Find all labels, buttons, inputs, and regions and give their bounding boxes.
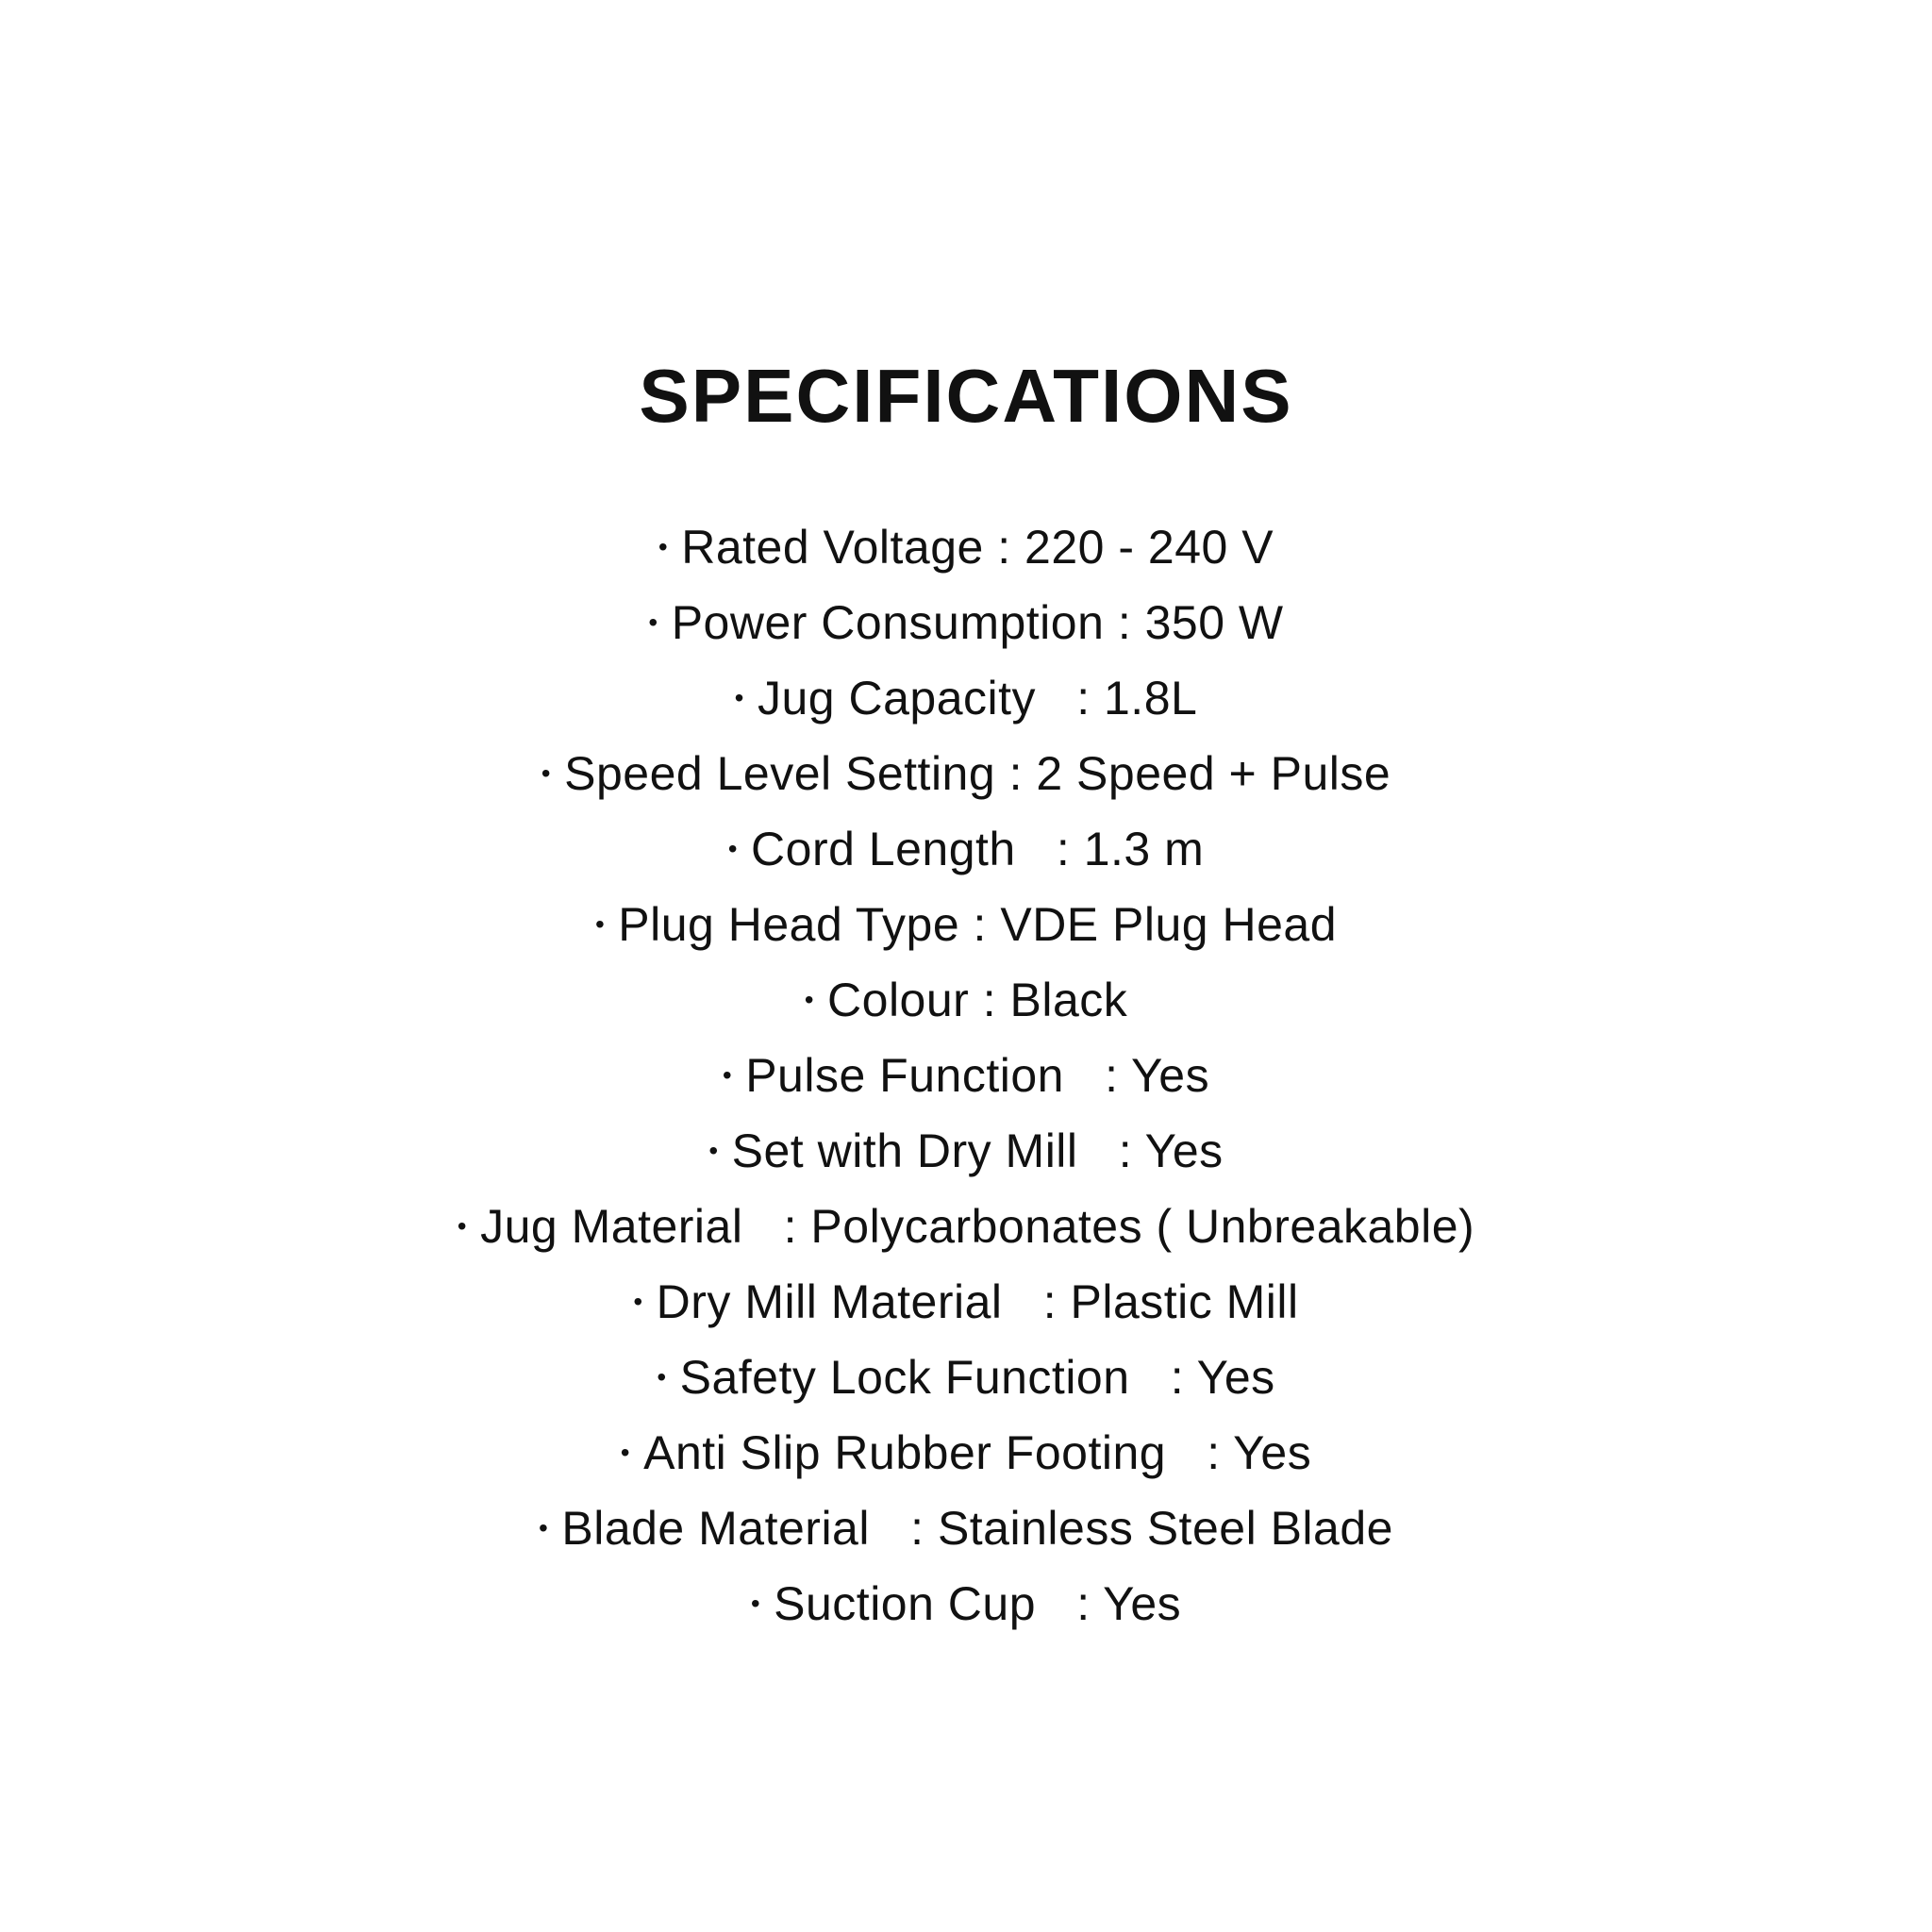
page-title: SPECIFICATIONS <box>639 353 1293 438</box>
spec-item-speed-level-setting <box>0 736 1932 811</box>
spec-separator: : <box>1029 1275 1071 1328</box>
bullet-icon: • <box>539 1513 549 1542</box>
spec-separator: : <box>1157 1351 1197 1404</box>
spec-item-cord-length <box>0 811 1932 887</box>
spec-item-jug-capacity <box>0 660 1932 736</box>
spec-separator: : <box>1062 1577 1104 1630</box>
bullet-icon: • <box>594 909 606 939</box>
spec-label: Suction Cup <box>774 1577 1063 1630</box>
bullet-icon: • <box>541 758 552 788</box>
spec-label: Jug Material <box>480 1200 771 1253</box>
spec-item-rated-voltage <box>0 509 1932 585</box>
bullet-icon: • <box>658 532 669 561</box>
bullet-icon: • <box>648 608 658 637</box>
spec-label: Colour <box>827 974 970 1026</box>
spec-separator: : <box>959 898 1001 951</box>
spec-label: Safety Lock Function <box>679 1351 1158 1404</box>
spec-value: Yes <box>1196 1351 1275 1404</box>
spec-separator: : <box>1062 672 1104 724</box>
spec-list <box>0 509 1932 1641</box>
spec-separator: : <box>983 521 1025 574</box>
spec-item-set-with-dry-mill <box>0 1113 1932 1189</box>
spec-item-dry-mill-material <box>0 1264 1932 1340</box>
bullet-icon: • <box>633 1287 643 1316</box>
spec-value: Yes <box>1103 1577 1182 1630</box>
spec-item-jug-material <box>0 1189 1932 1264</box>
spec-separator: : <box>1042 823 1084 875</box>
spec-label: Dry Mill Material <box>656 1275 1030 1328</box>
spec-label: Jug Capacity <box>757 672 1063 724</box>
spec-value: Stainless Steel Blade <box>937 1502 1393 1555</box>
bullet-icon: • <box>804 985 815 1014</box>
spec-separator: : <box>1091 1049 1132 1102</box>
spec-label: Rated Voltage <box>681 521 984 574</box>
spec-value: 1.8L <box>1104 672 1198 724</box>
spec-value: Yes <box>1233 1426 1312 1479</box>
spec-value: Plastic Mill <box>1070 1275 1299 1328</box>
bullet-icon: • <box>727 834 739 863</box>
spec-label: Cord Length <box>751 823 1043 875</box>
spec-separator: : <box>896 1502 938 1555</box>
bullet-icon: • <box>657 1362 667 1391</box>
bullet-icon: • <box>457 1211 468 1241</box>
spec-label: Plug Head Type <box>618 898 960 951</box>
spec-label: Set with Dry Mill <box>731 1124 1106 1177</box>
spec-separator: : <box>1105 1124 1145 1177</box>
spec-value: 2 Speed + Pulse <box>1036 747 1391 800</box>
spec-item-pulse-function <box>0 1038 1932 1113</box>
spec-label: Anti Slip Rubber Footing <box>643 1426 1193 1479</box>
spec-label: Pulse Function <box>745 1049 1091 1102</box>
spec-value: VDE Plug Head <box>1000 898 1338 951</box>
spec-separator: : <box>969 974 1010 1026</box>
bullet-icon: • <box>620 1438 631 1467</box>
spec-value: 1.3 m <box>1083 823 1205 875</box>
spec-item-blade-material <box>0 1491 1932 1566</box>
spec-item-safety-lock-function <box>0 1340 1932 1415</box>
bullet-icon: • <box>708 1136 719 1165</box>
spec-separator: : <box>1104 596 1145 649</box>
bullet-icon: • <box>750 1589 761 1618</box>
spec-separator: : <box>770 1200 811 1253</box>
spec-value: 350 W <box>1144 596 1284 649</box>
spec-item-suction-cup <box>0 1566 1932 1641</box>
spec-label: Power Consumption <box>671 596 1105 649</box>
spec-label: Blade Material <box>561 1502 897 1555</box>
spec-label: Speed Level Setting <box>564 747 996 800</box>
bullet-icon: • <box>722 1060 733 1090</box>
spec-separator: : <box>1192 1426 1234 1479</box>
spec-item-colour <box>0 962 1932 1038</box>
spec-value: Yes <box>1131 1049 1210 1102</box>
spec-value: Yes <box>1144 1124 1224 1177</box>
spec-item-anti-slip-rubber-footing <box>0 1415 1932 1491</box>
bullet-icon: • <box>734 683 744 712</box>
spec-value: Polycarbonates ( Unbreakable) <box>810 1200 1475 1253</box>
spec-value: Black <box>1009 974 1128 1026</box>
spec-separator: : <box>995 747 1037 800</box>
spec-item-plug-head-type <box>0 887 1932 962</box>
spec-item-power-consumption <box>0 585 1932 660</box>
spec-value: 220 - 240 V <box>1024 521 1274 574</box>
